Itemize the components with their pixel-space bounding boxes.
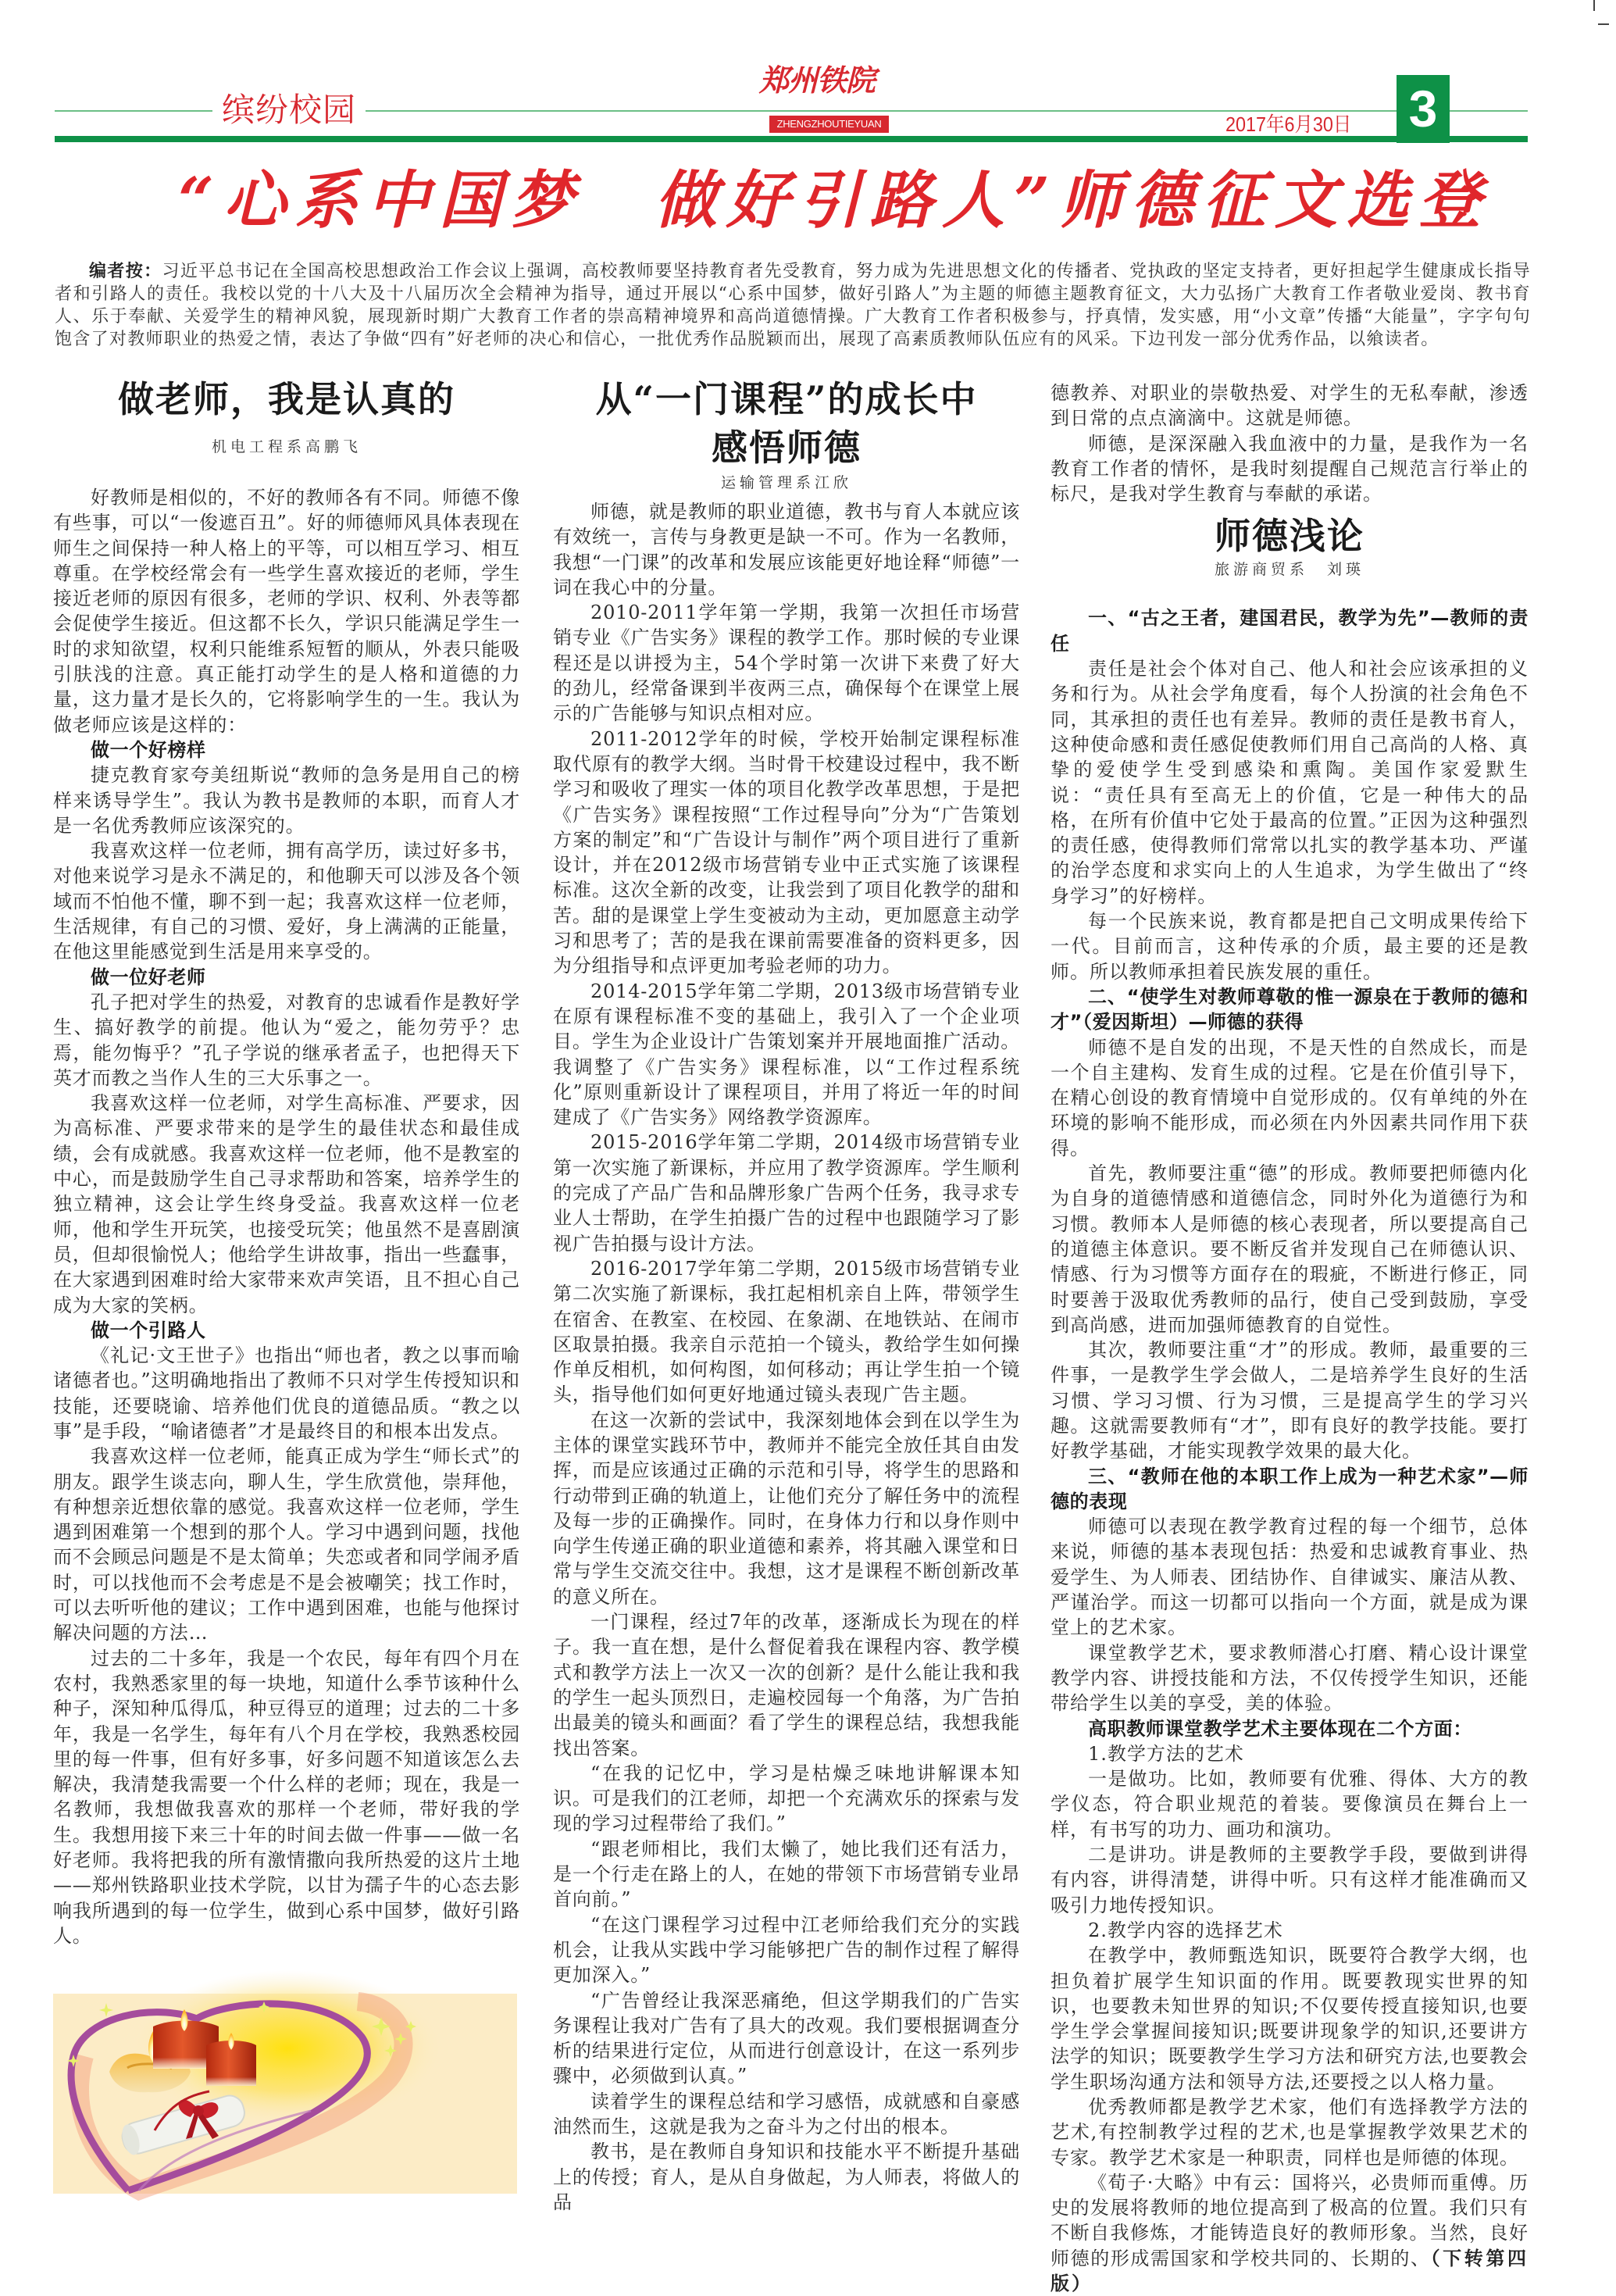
quote-paragraph: “在我的记忆中，学习是枯燥乏味地讲解课本知识。可是我们的江老师，却把一个充满欢乐的探索与发现的学习过程带给了我们。” xyxy=(553,1762,1020,1835)
article-body xyxy=(1051,605,1529,2296)
paragraph xyxy=(1051,2170,1529,2296)
header-rule-right xyxy=(366,110,1528,112)
article-2-continued xyxy=(1051,380,1529,506)
editor-note-text: 习近平总书记在全国高校思想政治工作会议上强调，高校教师要坚持教育者先受教育，努力成为先进思想文化的传播者、党执政的坚定支持者，更好担起学生健康成长指导者和引路人的责任。我校以党的十八大及十八届历次全会精神为指导，通过开展以“心系中国梦，做好引路人”为主题的师德主题教育征文，大力弘扬广大教育工作者敬业爱岗、教书育人、乐于奉献、关爱学生的精神风貌，展现新时期广大教育工作者的崇高精神境界和高尚道德情操。广大教育工作者积极参与，抒真情，发实感，用“小文章”传播“大能量”，字字句句饱含了对教师职业的热爱之情，表达了争做“四有”好老师的决心和信心，一批优秀作品脱颖而出，展现了高素质教师队伍应有的风采。下边刊发一部分优秀作品，以飨读者。 xyxy=(55,262,1531,349)
subheading: 做一个好榜样 xyxy=(91,738,206,761)
editor-note xyxy=(55,260,1531,351)
paragraph: 过去的二十多年，我是一个农民，每年有四个月在农村，我熟悉家里的每一块地，知道什么季节该种什么种子，深知种瓜得瓜，种豆得豆的道理；过去的二十多年，我是一名学生，每年有八个月在学校，我熟悉校园里的每一件事，但有好多事，好多问题不知道该怎么去解决，我清楚我需要一个什么样的老师；现在，我是一名教师，我想做我喜欢的那样一个老师，带好我的学生。我想用接下来三十年的时间去做一件事——做一名好老师。我将把我的所有激情撒向我所热爱的这片土地——郑州铁路职业技术学院，以甘为孺子牛的心态去影响我所遇到的每一位学生，做到心系中国梦，做好引路人。 xyxy=(53,1647,520,1947)
paragraph: 师德不是自发的出现，不是天性的自然成长，而是一个自主建构、发育生成的过程。它是在价值引导下，在精心创设的教育情境中自觉形成的。仅有单纯的外在环境的影响不能形成，而必须在内外因素共同作用下获得。 xyxy=(1051,1036,1529,1159)
numbered-subheading: 1.教学方法的艺术 xyxy=(1088,1742,1244,1765)
paragraph: 师德，是深深融入我血液中的力量，是我作为一名教育工作者的情怀，是我时刻提醒自己规范言行举止的标尺，是我对学生教育与奉献的承诺。 xyxy=(1051,432,1529,505)
paragraph: 2016-2017学年第二学期，2015级市场营销专业第二次实施了新课标，我扛起相机亲自上阵，带领学生在宿舍、在教室、在校园、在象湖、在地铁站、在闹市区取景拍摄。我亲自示范拍一个镜头，教给学生如何操作单反相机，如何构图，如何移动；再让学生拍一个镜头，指导他们如何更好地通过镜头表现广告主题。 xyxy=(553,1257,1020,1406)
article-title xyxy=(553,375,1020,472)
paragraph: 师德可以表现在教学教育过程的每一个细节，总体来说，师德的基本表现包括：热爱和忠诚教育事业、热爱学生、为人师表、团结协作、自律诚实、廉洁从教、严谨治学。而这一切都可以指向一个方面，就是成为课堂上的艺术家。 xyxy=(1051,1516,1529,1639)
continued-on-page-note: （下转第四版） xyxy=(1051,2247,1529,2295)
paragraph: 其次，教师要注重“才”的形成。教师，最重要的三件事，一是教学生学会做人，二是培养学生良好的生活习惯、学习习惯、行为习惯，三是提高学生的学习兴趣。这就需要教师有“才”，即有良好的教学技能。要打好教学基础，才能实现教学效果的最大化。 xyxy=(1051,1339,1529,1462)
column-3 xyxy=(1051,380,1529,2296)
paragraph: 在这一次新的尝试中，我深刻地体会到在以学生为主体的课堂实践环节中，教师并不能完全放任其自由发挥，而是应该通过正确的示范和引导，将学生的思路和行动带到正确的轨道上，让他们充分了解任务中的流程及每一步的正确操作。同时，在身体力行和以身作则中向学生传递正确的职业道德和素养，将其融入课堂和日常与学生交流交往中。我想，这才是课程不断创新改革的意义所在。 xyxy=(553,1409,1020,1608)
numbered-subheading: 2.教学内容的选择艺术 xyxy=(1088,1919,1283,1941)
page-number: 3 xyxy=(1397,75,1450,143)
article-body xyxy=(553,499,1020,2215)
paragraph: 好教师是相似的，不好的教师各有不同。师德不像有些事，可以“一俊遮百丑”。好的师德师风具体表现在师生之间保持一种人格上的平等，可以相互学习、相互尊重。在学校经常会有一些学生喜欢接近的老师，学生接近老师的原因有很多，老师的学识、权利、外表等都会促使学生接近。但这都不长久，学识只能满足学生一时的求知欲望，权利只能维系短暂的顺从，外表只能吸引肤浅的注意。真正能打动学生的是人格和道德的力量，这力量才是长久的，它将影响学生的一生。我认为做老师应该是这样的： xyxy=(53,487,520,736)
header-rule-left xyxy=(55,110,212,112)
editor-note-label: 编者按： xyxy=(89,262,162,281)
paragraph-continued: 德教养、对职业的崇敬热爱、对学生的无私奉献，渗透到日常的点点滴滴中。这就是师德。 xyxy=(1051,382,1529,430)
paragraph: 读着学生的课程总结和学习感悟，成就感和自豪感油然而生，这就是我为之奋斗为之付出的根本。 xyxy=(553,2090,1020,2137)
illustration-svg xyxy=(53,1994,517,2194)
paragraph: 二是讲功。讲是教师的主要教学手段，要做到讲得有内容，讲得清楚，讲得中听。只有这样才能准确而又吸引力地传授知识。 xyxy=(1051,1844,1529,1916)
paragraph: 我喜欢这样一位老师，拥有高学历，读过好多书，对他来说学习是永不满足的，和他聊天可以涉及各个领域而不怕他不懂，聊不到一起；我喜欢这样一位老师，生活规律，有自己的习惯、爱好，身上满满的正能量，在他这里能感觉到生活是用来享受的。 xyxy=(53,840,520,963)
quote-paragraph: “跟老师相比，我们太懒了，她比我们还有活力，是一个行走在路上的人，在她的带领下市场营销专业昂首向前。” xyxy=(553,1837,1020,1911)
article-author: 机电工程系高鹏飞 xyxy=(211,438,362,455)
paragraph: 一门课程，经过7年的改革，逐渐成长为现在的样子。我一直在想，是什么督促着我在课程内容、教学模式和教学方法上一次又一次的创新？是什么能让我和我的学生一起头顶烈日，走遍校园每一个角落，为广告拍出最美的镜头和画面？看了学生的课程总结，我想我能找出答案。 xyxy=(553,1611,1020,1759)
paragraph: 2014-2015学年第二学期，2013级市场营销专业在原有课程标准不变的基础上，我引入了一个企业项目。学生为企业设计广告策划案并开展地面推广活动。我调整了《广告实务》课程标准，以“工作过程系统化”原则重新设计了课程项目，并用了将近一年的时间建成了《广告实务》网络教学资源库。 xyxy=(553,980,1020,1129)
article-author: 旅游商贸系 刘瑛 xyxy=(1214,561,1365,579)
paragraph: 2011-2012学年的时候，学校开始制定课程标准取代原有的教学大纲。当时骨干校建设过程中，我不断学习和吸收了理实一体的项目化教学改革思想，于是把《广告实务》课程按照“工作过程导向”分为“广告策划方案的制定”和“广告设计与制作”两个项目进行了重新设计，并在2012级市场营销专业中正式实施了该课程标准。这次全新的改变，让我尝到了项目化教学的甜和苦。甜的是课堂上学生变被动为主动，更加愿意主动学习和思考了；苦的是我在课前需要准备的资料更多，因为分组指导和点评更加考验老师的功力。 xyxy=(553,727,1020,977)
paragraph: 责任是社会个体对自己、他人和社会应该承担的义务和行为。从社会学角度看，每个人扮演的社会角色不同，其承担的责任也有差异。教师的责任是教书育人，这种使命感和责任感促使教师们用自己高尚的人格、真挚的爱使学生受到感染和熏陶。美国作家爱默生说：“责任具有至高无上的价值，它是一种伟大的品格，在所有价值中它处于最高的位置。”正因为这种强烈的责任感，使得教师们常常以扎实的教学基本功、严谨的治学态度和求实向上的人生追求，为学生做出了“终身学习”的好榜样。 xyxy=(1051,658,1529,907)
section-heading: 二、“使学生对教师尊敬的惟一源泉在于教师的德和才”（爱因斯坦）—师德的获得 xyxy=(1051,985,1529,1034)
section-heading: 一、“古之王者，建国君民，教学为先”—教师的责任 xyxy=(1051,607,1529,655)
paragraph: 2015-2016学年第二学期，2014级市场营销专业第一次实施了新课标，并应用了教学资源库。学生顺利的完成了产品广告和品牌形象广告两个任务，我寻求专业人士帮助，在学生拍摄广告的过程中也跟随学习了影视广告拍摄与设计方法。 xyxy=(553,1131,1020,1255)
paragraph: 每一个民族来说，教育都是把自己文明成果传给下一代。目前而言，这种传承的介质，最主要的还是教师。所以教师承担着民族发展的重任。 xyxy=(1051,910,1529,983)
paragraph: 孔子把对学生的热爱，对教育的忠诚看作是教好学生、搞好教学的前提。他认为“爱之，能勿劳乎？忠焉，能勿悔乎？”孔子学说的继承者孟子，也把得天下英才而教之当作人生的三大乐事之一。 xyxy=(53,991,520,1089)
article-2 xyxy=(553,375,1020,2215)
article-title-line: 感悟师德 xyxy=(712,427,862,469)
section-heading: 三、“教师在他的本职工作上成为一种艺术家”—师德的表现 xyxy=(1051,1465,1529,1512)
subheading: 高职教师课堂教学艺术主要体现在二个方面： xyxy=(1088,1717,1472,1740)
article-author: 运输管理系江欣 xyxy=(720,474,852,491)
paragraph: 我喜欢这样一位老师，对学生高标准、严要求，因为高标准、严要求带来的是学生的最佳状态和最佳成绩，会有成就感。我喜欢这样一位老师，他不是教室的中心，而是鼓励学生自己寻求帮助和答案，培养学生的独立精神，这会让学生终身受益。我喜欢这样一位老师，他和学生开玩笑，也接受玩笑；他虽然不是喜剧演员，但却很愉悦人；他给学生讲故事，指出一些蠢事，在大家遇到困难时给大家带来欢声笑语，且不担心自己成为大家的笑柄。 xyxy=(53,1092,520,1316)
crop-mark xyxy=(1593,0,1595,11)
paragraph-text: 《荀子·大略》中有云：国将兴，必贵师而重傅。历史的发展将教师的地位提高到了极高的位置。我们只有不断自我修炼，才能铸造良好的教师形象。当然，良好师德的形成需国家和学校共同的、长期的、 xyxy=(1051,2171,1529,2269)
quote-paragraph: “广告曾经让我深恶痛绝，但这学期我们的广告实务课程让我对广告有了具大的改观。我们要根据调查分析的结果进行定位，从而进行创意设计，在这一系列步骤中，必须做到认真。” xyxy=(553,1989,1020,2087)
article-title: 做老师，我是认真的 xyxy=(118,378,455,420)
paragraph: 2010-2011学年第一学期，我第一次担任市场营销专业《广告实务》课程的教学工作。那时候的专业课程还是以讲授为主，54个学时第一次讲下来费了好大的劲儿，经常备课到半夜两三点，确保每个在课堂上展示的广告能够与知识点相对应。 xyxy=(553,602,1020,725)
page-headline: “心系中国梦 做好引路人”师德征文选登 xyxy=(178,163,1491,237)
paragraph: 在教学中，教师甄选知识，既要符合教学大纲，也担负着扩展学生知识面的作用。既要教现实世界的知识，也要教未知世界的知识;不仅要传授直接知识,也要学生学会掌握间接知识;既要讲现象学的知识,还要讲方法学的知识；既要教学生学习方法和研究方法,也要教会学生职场沟通方法和领导方法,还要授之以人格力量。 xyxy=(1051,1944,1529,2093)
paragraph: 《礼记·文王世子》也指出“师也者，教之以事而喻诸德者也。”这明确地指出了教师不只对学生传授知识和技能，还要晓谕、培养他们优良的道德品质。“教之以事”是手段，“喻诸德者”才是最终目的和根本出发点。 xyxy=(53,1344,520,1442)
quote-paragraph: “在这门课程学习过程中江老师给我们充分的实践机会，让我从实践中学习能够把广告的制作过程了解得更加深入。” xyxy=(553,1913,1020,1987)
article-title: 师德浅论 xyxy=(1215,515,1365,558)
masthead-pinyin-badge: ZHENGZHOUTIEYUAN xyxy=(769,116,889,133)
article-3 xyxy=(1051,514,1529,2296)
subheading: 做一个引路人 xyxy=(91,1319,206,1341)
paragraph: 师德，就是教师的职业道德，教书与育人本就应该有效统一，言传与身教更是缺一不可。作为一名教师，我想“一门课”的改革和发展应该能更好地诠释“师德”一词在我心中的分量。 xyxy=(553,501,1020,598)
article-1 xyxy=(53,375,520,1948)
paragraph: 一是做功。比如，教师要有优雅、得体、大方的教学仪态，符合职业规范的着装。要像演员在舞台上一样，有书写的功力、画功和演功。 xyxy=(1051,1768,1529,1841)
section-title: 缤纷校园 xyxy=(222,91,357,129)
article-body xyxy=(53,485,520,1948)
issue-date: 2017年6月30日 xyxy=(1225,112,1352,136)
subheading: 做一位好老师 xyxy=(91,966,206,988)
paragraph: 优秀教师都是教学艺术家，他们有选择教学方法的艺术,有控制教学过程的艺术,也是掌握教学效果艺术的专家。教学艺术家是一种职责，同样也是师德的体现。 xyxy=(1051,2096,1529,2169)
paragraph: 教书，是在教师自身知识和技能水平不断提升基础上的传授；育人，是从自身做起，为人师表，将做人的品 xyxy=(553,2141,1020,2213)
paragraph: 首先，教师要注重“德”的形成。教师要把师德内化为自身的道德情感和道德信念，同时外化为道德行为和习惯。教师本人是师德的核心表现者，所以要提高自己的道德主体意识。要不断反省并发现自己在师德认识、情感、行为习惯等方面存在的瑕疵，不断进行修正，同时要善于汲取优秀教师的品行，使自己受到鼓励，享受到高尚感，进而加强师德教育的自觉性。 xyxy=(1051,1162,1529,1336)
candles-heart-illustration xyxy=(53,1994,517,2194)
masthead-logo: 郑州铁院 xyxy=(759,62,876,98)
paragraph: 课堂教学艺术，要求教师潜心打磨、精心设计课堂教学内容、讲授技能和方法，不仅传授学生知识，还能带给学生以美的享受，美的体验。 xyxy=(1051,1641,1529,1715)
article-title-line: 从“一门课程”的成长中 xyxy=(595,378,978,420)
paragraph: 我喜欢这样一位老师，能真正成为学生“师长式”的朋友。跟学生谈志向，聊人生，学生欣赏他，崇拜他，有种想亲近想依靠的感觉。我喜欢这样一位老师，学生遇到困难第一个想到的那个人。学习中遇到问题，找他而不会顾忌问题是不是太简单；失恋或者和同学闹矛盾时，可以找他而不会考虑是不是会被嘲笑；找工作时，可以去听听他的建议；工作中遇到困难，也能与他探讨解决问题的方法… xyxy=(53,1445,520,1644)
paragraph: 捷克教育家夸美纽斯说“教师的急务是用自己的榜样来诱导学生”。我认为教书是教师的本职，而育人才是一名优秀教师应该深究的。 xyxy=(53,764,520,837)
crop-mark xyxy=(1598,23,1609,25)
header-bar xyxy=(55,136,1528,142)
